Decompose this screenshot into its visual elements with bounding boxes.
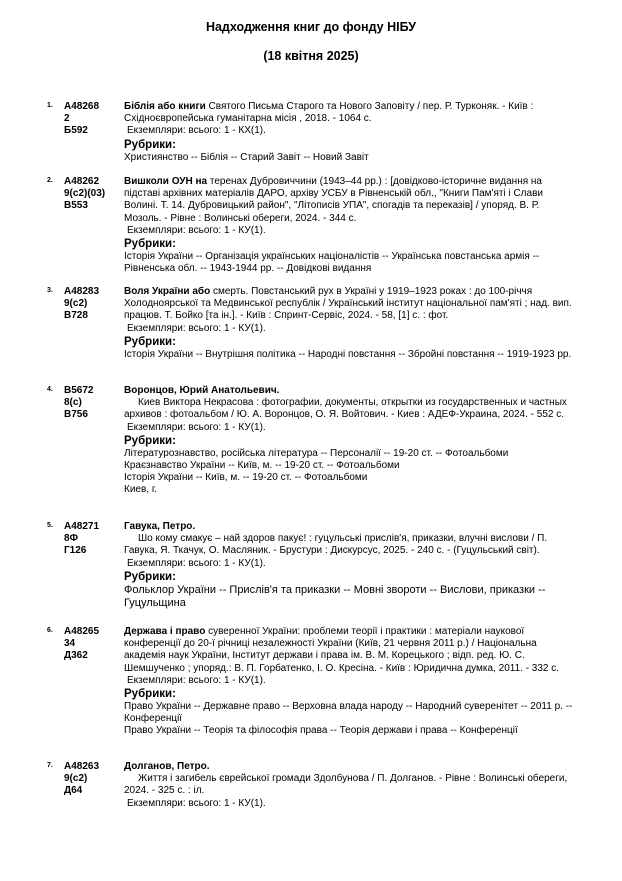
rubric: Історія України -- Внутрішня політика -- Народні повстання -- Збройні повстання -- 1919-1923 рр. xyxy=(124,348,572,360)
entry-body xyxy=(124,761,579,810)
bibliographic-description xyxy=(124,626,579,675)
page-title: Надходження книг до фонду НІБУ xyxy=(205,20,417,34)
entry-number: 5. xyxy=(47,522,53,529)
entry-number: 1. xyxy=(47,102,53,109)
entry-lead: Біблія або книги xyxy=(124,101,206,112)
inventory-code: A48265 xyxy=(64,626,100,637)
inventory-code: A48262 xyxy=(64,176,100,187)
copies-info: Екземпляри: всього: 1 - КУ(1). xyxy=(127,557,266,569)
entry-number: 4. xyxy=(47,386,53,393)
rubric: Краєзнавство України -- Київ, м. -- 19-20 ст. -- Фотоальбоми xyxy=(124,460,400,472)
copies-info: Екземпляри: всього: 1 - КУ(1). xyxy=(127,797,266,809)
entry-body xyxy=(124,286,579,361)
author-sign: Б592 xyxy=(64,125,88,137)
rubrics-heading: Рубрики: xyxy=(124,434,176,447)
entry-lead: Гавука, Петро. xyxy=(124,521,196,532)
rubric: Історія України -- Київ, м. -- 19-20 ст. -- Фотоальбоми xyxy=(124,472,368,484)
rubrics-heading: Рубрики: xyxy=(124,570,176,583)
entry-text: теренах Дубровиччини (1943–44 рр.) : [довідково-історичне видання на підставі архівних матеріалів ДАРО, архіву УСБУ в Рівненській обл., "Книги Пам'яті і Слави Волині. Т. 14. Дубровицький район", "Літописів УПА", спогадів та переказів] / упоряд. В. Р. Мозоль. - Рівне : Волинські обереги, 2024. - 344 с. xyxy=(124,176,543,224)
entry-lead: Воронцов, Юрий Анатольевич. xyxy=(124,385,280,396)
copies-info: Екземпляри: всього: 1 - КУ(1). xyxy=(127,224,266,236)
entry-body xyxy=(124,521,579,611)
call-numbers xyxy=(64,176,122,213)
author-sign: B756 xyxy=(64,409,88,421)
copies-info: Екземпляри: всього: 1 - КУ(1). xyxy=(127,421,266,433)
bibliographic-description xyxy=(124,101,579,125)
entry-lead: Держава і право xyxy=(124,626,206,637)
inventory-code: A48263 xyxy=(64,761,100,772)
classification-code: 9(c2)(03) xyxy=(64,188,106,200)
rubrics-heading: Рубрики: xyxy=(124,335,176,348)
entry-text: Святого Письма Старого та Нового Заповіту / пер. Р. Турконяк. - Київ : Східноєвропейська гуманітарна місія , 2018. - 1064 с. xyxy=(124,101,534,125)
entry-body xyxy=(124,176,579,275)
rubric: Киев, г. xyxy=(124,484,158,496)
entry-text: Киев Виктора Некрасова : фотографии, документы, открытки из государственных и частных архивов : фотоальбом / Ю. А. Воронцов, О. Я. Войтович. - Киев : АДЕФ-Украина, 2024. - 552 с. xyxy=(124,397,567,421)
entry-text: суверенної України: проблеми теорії і практики : матеріали наукової конференції до 20-ї річниці незалежності України (Київ, 21 червня 2011 р.) / Національна академія наук України, Інститут держави і права ім. В. М. Корецького ; відп. ред. Ю. С. Шемшученко ; упоряд.: В. П. Горбатенко, І. О. Кресіна. - Київ : Юридична думка, 2011. - 332 с. xyxy=(124,626,560,674)
author-sign: B553 xyxy=(64,200,88,212)
page-date: (18 квітня 2025) xyxy=(263,49,359,63)
entry-number: 2. xyxy=(47,177,53,184)
author-sign: Д362 xyxy=(64,650,88,662)
entry-lead: Вишколи ОУН на xyxy=(124,176,208,187)
copies-info: Екземпляри: всього: 1 - КХ(1). xyxy=(127,125,266,137)
entry-number: 3. xyxy=(47,287,53,294)
rubric: Літературознавство, російська література -- Персоналії -- 19-20 ст. -- Фотоальбоми xyxy=(124,447,509,459)
call-numbers xyxy=(64,521,122,558)
entry-body xyxy=(124,626,579,738)
bibliographic-description xyxy=(124,176,579,225)
entry-text: смерть. Повстанський рух в Україні у 1919–1923 роках : до 100-річчя Холодноярської та Медвинської республік / Український інститут національної пам'яті ; над. вип. працюв. Т. Бойко [та ін.]. - Київ : Спринт-Сервіс, 2024. - 58, [1] с. : фот. xyxy=(124,286,572,322)
entry-lead: Воля України або xyxy=(124,286,211,297)
classification-code: 34 xyxy=(64,638,76,650)
rubric: Християнство -- Біблія -- Старий Завіт -- Новий Завіт xyxy=(124,151,369,163)
inventory-code: A48271 xyxy=(64,521,100,532)
classification-code: 8(c) xyxy=(64,397,82,409)
bibliographic-description xyxy=(124,286,579,323)
inventory-code: B5672 xyxy=(64,385,94,396)
rubrics-heading: Рубрики: xyxy=(124,138,176,151)
entry-text: Шо кому смакує – най здоров пакує! : гуцульські прислів'я, приказки, влучні вислови / П. Гавука, Я. Ткачук, О. Масляник. - Брустури : Дискурсус, 2025. - 240 с. - (Гуцульський світ). xyxy=(124,533,548,557)
entry-number: 7. xyxy=(47,762,53,769)
classification-code: 9(c2) xyxy=(64,298,88,310)
entry-body xyxy=(124,385,579,497)
copies-info: Екземпляри: всього: 1 - КУ(1). xyxy=(127,674,266,686)
classification-code: 9(c2) xyxy=(64,773,88,785)
rubric: Фольклор України -- Прислів'я та приказки -- Мовні звороти -- Вислови, приказки -- Гуцульщина xyxy=(124,583,546,610)
entry-text: Життя і загибель єврейської громади Здолбунова / П. Долганов. - Рівне : Волинські обереги, 2024. - 325 с. : іл. xyxy=(124,773,568,797)
call-numbers xyxy=(64,101,122,138)
call-numbers xyxy=(64,761,122,798)
author-sign: B728 xyxy=(64,310,88,322)
call-numbers xyxy=(64,286,122,323)
copies-info: Екземпляри: всього: 1 - КУ(1). xyxy=(127,322,266,334)
inventory-code: A48268 xyxy=(64,101,100,112)
rubric: Право України -- Державне право -- Верховна влада народу -- Народний суверенітет -- 2011 р. -- Конференції xyxy=(124,701,573,725)
classification-code: 2 xyxy=(64,113,70,125)
entry-lead: Долганов, Петро. xyxy=(124,761,210,772)
rubrics-heading: Рубрики: xyxy=(124,238,176,251)
author-sign: Д64 xyxy=(64,785,83,797)
author-sign: Г126 xyxy=(64,545,87,557)
entry-body xyxy=(124,101,579,164)
inventory-code: A48283 xyxy=(64,286,100,297)
rubric: Історія України -- Організація українських націоналістів -- Українська повстанська армія -- Рівненська обл. -- 1943-1944 рр. -- Довідкові видання xyxy=(124,251,540,275)
call-numbers xyxy=(64,385,122,422)
rubric: Право України -- Теорія та філософія права -- Теорія держави і права -- Конференції xyxy=(124,725,518,737)
rubrics-heading: Рубрики: xyxy=(124,688,176,701)
entry-number: 6. xyxy=(47,627,53,634)
classification-code: 8Ф xyxy=(64,533,79,545)
call-numbers xyxy=(64,626,122,663)
